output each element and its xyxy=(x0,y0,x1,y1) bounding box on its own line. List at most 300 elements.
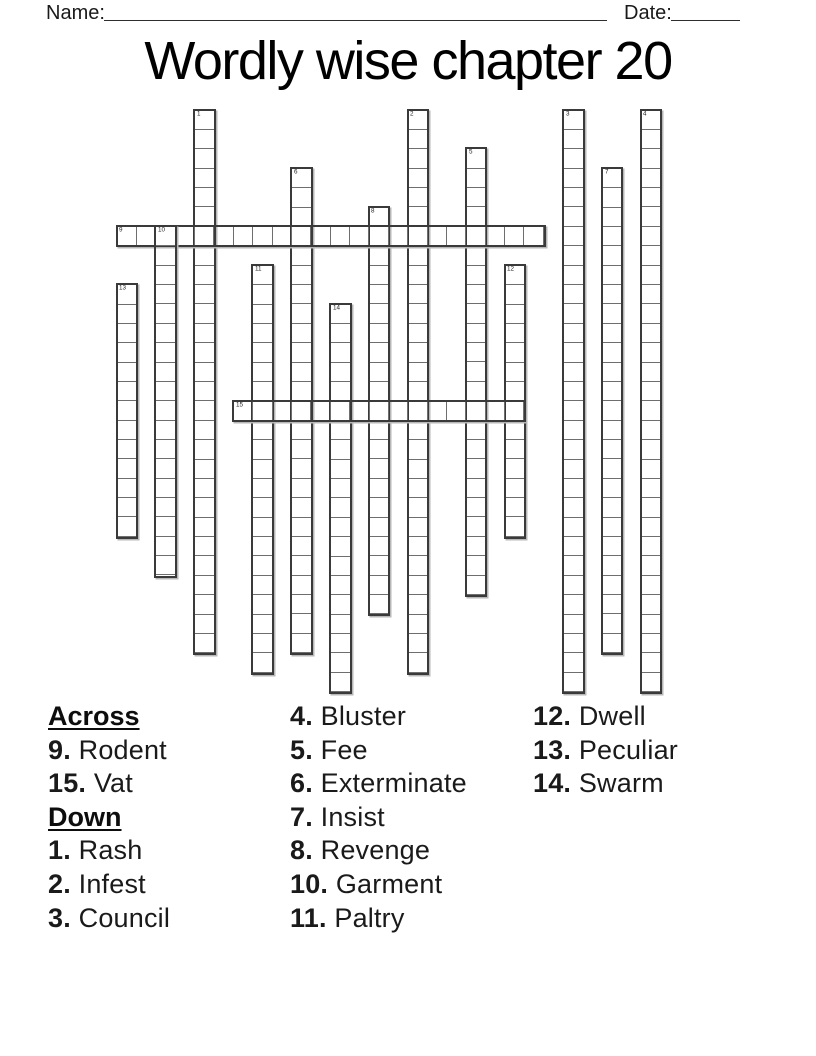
grid-cell[interactable] xyxy=(195,401,213,420)
grid-cell[interactable] xyxy=(156,459,174,478)
grid-cell[interactable] xyxy=(156,324,174,343)
grid-cell[interactable] xyxy=(506,266,524,285)
grid-cell[interactable] xyxy=(603,169,621,188)
grid-cell[interactable] xyxy=(273,402,292,420)
grid-cell[interactable] xyxy=(642,363,660,382)
grid-cell[interactable] xyxy=(118,440,136,459)
grid-cell[interactable] xyxy=(564,498,582,517)
grid-cell[interactable] xyxy=(564,556,582,575)
grid-cell[interactable] xyxy=(370,402,389,420)
grid-cell[interactable] xyxy=(642,460,660,479)
grid-cell[interactable] xyxy=(292,188,310,207)
grid-cell[interactable] xyxy=(603,440,621,459)
grid-cell[interactable] xyxy=(156,266,174,285)
grid-cell[interactable] xyxy=(642,169,660,188)
grid-cell[interactable] xyxy=(253,343,271,362)
grid-cell[interactable] xyxy=(292,266,310,285)
grid-cell[interactable] xyxy=(564,518,582,537)
grid-cell[interactable] xyxy=(195,343,213,362)
grid-cell[interactable] xyxy=(603,459,621,478)
grid-cell[interactable] xyxy=(506,440,524,459)
grid-cell[interactable] xyxy=(292,324,310,343)
grid-cell[interactable] xyxy=(467,479,485,498)
grid-cell[interactable] xyxy=(350,402,369,420)
grid-cell[interactable] xyxy=(564,149,582,168)
grid-cell[interactable] xyxy=(331,673,349,692)
grid-cell[interactable] xyxy=(292,614,310,633)
grid-cell[interactable] xyxy=(564,653,582,672)
grid-cell[interactable] xyxy=(409,498,427,517)
grid-cell[interactable] xyxy=(156,285,174,304)
grid-cell[interactable] xyxy=(467,169,485,188)
grid-cell[interactable] xyxy=(506,517,524,536)
grid-cell[interactable] xyxy=(467,576,485,595)
grid-cell[interactable] xyxy=(118,459,136,478)
grid-cell[interactable] xyxy=(118,343,136,362)
grid-cell[interactable] xyxy=(466,227,485,245)
grid-cell[interactable] xyxy=(564,188,582,207)
grid-cell[interactable] xyxy=(118,305,136,324)
grid-cell[interactable] xyxy=(253,537,271,556)
grid-cell[interactable] xyxy=(331,363,349,382)
grid-cell[interactable] xyxy=(642,498,660,517)
grid-cell[interactable] xyxy=(603,285,621,304)
grid-cell[interactable] xyxy=(156,401,174,420)
grid-cell[interactable] xyxy=(331,421,349,440)
grid-cell[interactable] xyxy=(370,266,388,285)
grid-cell[interactable] xyxy=(156,363,174,382)
grid-cell[interactable] xyxy=(253,576,271,595)
grid-cell[interactable] xyxy=(642,130,660,149)
grid-cell[interactable] xyxy=(292,556,310,575)
grid-cell[interactable] xyxy=(506,285,524,304)
grid-cell[interactable] xyxy=(331,576,349,595)
grid-cell[interactable] xyxy=(642,634,660,653)
grid-cell[interactable] xyxy=(253,556,271,575)
grid-cell[interactable] xyxy=(603,304,621,323)
grid-cell[interactable] xyxy=(389,402,408,420)
grid-cell[interactable] xyxy=(564,537,582,556)
grid-cell[interactable] xyxy=(292,498,310,517)
grid-cell[interactable] xyxy=(409,304,427,323)
grid-cell[interactable] xyxy=(253,305,271,324)
grid-cell[interactable] xyxy=(331,615,349,634)
grid-cell[interactable] xyxy=(564,304,582,323)
grid-cell[interactable] xyxy=(603,208,621,227)
grid-cell[interactable] xyxy=(467,440,485,459)
grid-cell[interactable] xyxy=(409,421,427,440)
name-input-line[interactable] xyxy=(104,20,607,21)
grid-cell[interactable] xyxy=(369,227,388,245)
grid-cell[interactable] xyxy=(642,537,660,556)
grid-cell[interactable] xyxy=(603,188,621,207)
grid-cell[interactable] xyxy=(156,421,174,440)
grid-cell[interactable] xyxy=(642,576,660,595)
grid-cell[interactable] xyxy=(564,130,582,149)
grid-cell[interactable] xyxy=(564,615,582,634)
grid-cell[interactable] xyxy=(118,382,136,401)
grid-cell[interactable] xyxy=(642,227,660,246)
grid-cell[interactable] xyxy=(642,285,660,304)
grid-cell[interactable] xyxy=(292,227,311,245)
grid-cell[interactable] xyxy=(506,479,524,498)
grid-cell[interactable] xyxy=(195,556,213,575)
grid-cell[interactable] xyxy=(467,362,485,381)
grid-cell[interactable] xyxy=(564,227,582,246)
grid-cell[interactable] xyxy=(506,343,524,362)
grid-cell[interactable] xyxy=(564,576,582,595)
grid-cell[interactable] xyxy=(156,479,174,498)
grid-cell[interactable] xyxy=(467,343,485,362)
grid-cell[interactable] xyxy=(253,382,271,401)
grid-cell[interactable] xyxy=(253,285,271,304)
grid-cell[interactable] xyxy=(409,169,427,188)
grid-cell[interactable] xyxy=(409,111,427,130)
grid-cell[interactable] xyxy=(506,498,524,517)
grid-cell[interactable] xyxy=(370,595,388,614)
grid-cell[interactable] xyxy=(195,149,213,168)
grid-cell[interactable] xyxy=(409,149,427,168)
grid-cell[interactable] xyxy=(195,304,213,323)
grid-cell[interactable] xyxy=(331,537,349,556)
grid-cell[interactable] xyxy=(409,615,427,634)
grid-cell[interactable] xyxy=(467,246,485,265)
grid-cell[interactable] xyxy=(292,382,310,401)
grid-cell[interactable] xyxy=(603,401,621,420)
grid-cell[interactable] xyxy=(370,459,388,478)
grid-cell[interactable] xyxy=(195,227,214,245)
grid-cell[interactable] xyxy=(642,382,660,401)
grid-cell[interactable] xyxy=(506,363,524,382)
grid-cell[interactable] xyxy=(467,285,485,304)
grid-cell[interactable] xyxy=(370,479,388,498)
grid-cell[interactable] xyxy=(292,363,310,382)
grid-cell[interactable] xyxy=(564,479,582,498)
grid-cell[interactable] xyxy=(195,266,213,285)
grid-cell[interactable] xyxy=(603,266,621,285)
grid-cell[interactable] xyxy=(564,595,582,614)
grid-cell[interactable] xyxy=(603,421,621,440)
grid-cell[interactable] xyxy=(409,576,427,595)
grid-cell[interactable] xyxy=(370,556,388,575)
grid-cell[interactable] xyxy=(389,227,408,245)
grid-cell[interactable] xyxy=(253,653,271,672)
grid-cell[interactable] xyxy=(331,343,349,362)
grid-cell[interactable] xyxy=(156,304,174,323)
grid-cell[interactable] xyxy=(564,246,582,265)
grid-cell[interactable] xyxy=(292,595,310,614)
grid-cell[interactable] xyxy=(370,537,388,556)
grid-cell[interactable] xyxy=(603,556,621,575)
grid-cell[interactable] xyxy=(467,556,485,575)
grid-cell[interactable] xyxy=(311,402,330,420)
grid-cell[interactable] xyxy=(195,518,213,537)
grid-cell[interactable] xyxy=(118,498,136,517)
grid-cell[interactable] xyxy=(467,324,485,343)
grid-cell[interactable] xyxy=(370,498,388,517)
grid-cell[interactable] xyxy=(642,479,660,498)
grid-cell[interactable] xyxy=(564,673,582,692)
grid-cell[interactable] xyxy=(195,460,213,479)
grid-cell[interactable] xyxy=(370,324,388,343)
grid-cell[interactable] xyxy=(505,227,524,245)
grid-cell[interactable] xyxy=(331,479,349,498)
grid-cell[interactable] xyxy=(506,421,524,440)
grid-cell[interactable] xyxy=(331,440,349,459)
grid-cell[interactable] xyxy=(292,537,310,556)
grid-cell[interactable] xyxy=(195,130,213,149)
grid-cell[interactable] xyxy=(409,460,427,479)
grid-cell[interactable] xyxy=(331,518,349,537)
grid-cell[interactable] xyxy=(506,305,524,324)
grid-cell[interactable] xyxy=(467,517,485,536)
grid-cell[interactable] xyxy=(156,227,174,246)
grid-cell[interactable] xyxy=(118,479,136,498)
grid-cell[interactable] xyxy=(467,304,485,323)
grid-cell[interactable] xyxy=(118,227,137,245)
grid-cell[interactable] xyxy=(156,556,174,575)
grid-cell[interactable] xyxy=(195,207,213,226)
grid-cell[interactable] xyxy=(292,459,310,478)
grid-cell[interactable] xyxy=(467,459,485,478)
grid-cell[interactable] xyxy=(603,363,621,382)
grid-cell[interactable] xyxy=(564,169,582,188)
grid-cell[interactable] xyxy=(370,576,388,595)
grid-cell[interactable] xyxy=(253,518,271,537)
grid-cell[interactable] xyxy=(253,498,271,517)
grid-cell[interactable] xyxy=(564,266,582,285)
grid-cell[interactable] xyxy=(331,634,349,653)
grid-cell[interactable] xyxy=(603,634,621,653)
grid-cell[interactable] xyxy=(195,615,213,634)
grid-cell[interactable] xyxy=(603,576,621,595)
grid-cell[interactable] xyxy=(506,382,524,401)
grid-cell[interactable] xyxy=(467,207,485,226)
grid-cell[interactable] xyxy=(642,615,660,634)
grid-cell[interactable] xyxy=(409,440,427,459)
grid-cell[interactable] xyxy=(409,556,427,575)
grid-cell[interactable] xyxy=(234,227,253,245)
grid-cell[interactable] xyxy=(642,673,660,692)
grid-cell[interactable] xyxy=(331,227,350,245)
grid-cell[interactable] xyxy=(467,188,485,207)
grid-cell[interactable] xyxy=(642,401,660,420)
grid-cell[interactable] xyxy=(370,343,388,362)
grid-cell[interactable] xyxy=(564,343,582,362)
grid-cell[interactable] xyxy=(564,460,582,479)
grid-cell[interactable] xyxy=(292,246,310,265)
grid-cell[interactable] xyxy=(409,382,427,401)
grid-cell[interactable] xyxy=(292,169,310,188)
grid-cell[interactable] xyxy=(506,324,524,343)
grid-cell[interactable] xyxy=(603,518,621,537)
grid-cell[interactable] xyxy=(195,111,213,130)
grid-cell[interactable] xyxy=(564,324,582,343)
grid-cell[interactable] xyxy=(409,266,427,285)
grid-cell[interactable] xyxy=(253,421,271,440)
grid-cell[interactable] xyxy=(486,402,505,420)
grid-cell[interactable] xyxy=(409,634,427,653)
grid-cell[interactable] xyxy=(331,324,349,343)
grid-cell[interactable] xyxy=(195,169,213,188)
grid-cell[interactable] xyxy=(195,246,213,265)
grid-cell[interactable] xyxy=(370,363,388,382)
grid-cell[interactable] xyxy=(195,285,213,304)
grid-cell[interactable] xyxy=(331,498,349,517)
grid-cell[interactable] xyxy=(214,227,233,245)
grid-cell[interactable] xyxy=(564,382,582,401)
grid-cell[interactable] xyxy=(292,576,310,595)
grid-cell[interactable] xyxy=(603,382,621,401)
grid-cell[interactable] xyxy=(292,634,310,653)
grid-cell[interactable] xyxy=(564,363,582,382)
grid-cell[interactable] xyxy=(253,227,272,245)
grid-cell[interactable] xyxy=(156,440,174,459)
grid-cell[interactable] xyxy=(292,518,310,537)
grid-cell[interactable] xyxy=(195,634,213,653)
grid-cell[interactable] xyxy=(195,479,213,498)
grid-cell[interactable] xyxy=(253,634,271,653)
grid-cell[interactable] xyxy=(642,188,660,207)
grid-cell[interactable] xyxy=(603,537,621,556)
grid-cell[interactable] xyxy=(409,363,427,382)
grid-cell[interactable] xyxy=(273,227,292,245)
grid-cell[interactable] xyxy=(642,149,660,168)
grid-cell[interactable] xyxy=(331,595,349,614)
grid-cell[interactable] xyxy=(331,305,349,324)
grid-cell[interactable] xyxy=(564,421,582,440)
grid-cell[interactable] xyxy=(156,382,174,401)
grid-cell[interactable] xyxy=(505,402,524,420)
grid-cell[interactable] xyxy=(253,324,271,343)
grid-cell[interactable] xyxy=(253,615,271,634)
grid-cell[interactable] xyxy=(118,421,136,440)
grid-cell[interactable] xyxy=(642,421,660,440)
grid-cell[interactable] xyxy=(409,188,427,207)
grid-cell[interactable] xyxy=(642,343,660,362)
grid-cell[interactable] xyxy=(642,653,660,672)
grid-cell[interactable] xyxy=(195,440,213,459)
grid-cell[interactable] xyxy=(428,402,447,420)
grid-cell[interactable] xyxy=(118,324,136,343)
grid-cell[interactable] xyxy=(447,402,466,420)
grid-cell[interactable] xyxy=(409,518,427,537)
grid-cell[interactable] xyxy=(156,537,174,556)
grid-cell[interactable] xyxy=(370,246,388,265)
grid-cell[interactable] xyxy=(118,285,136,304)
grid-cell[interactable] xyxy=(156,517,174,536)
grid-cell[interactable] xyxy=(486,227,505,245)
grid-cell[interactable] xyxy=(467,537,485,556)
grid-cell[interactable] xyxy=(292,304,310,323)
grid-cell[interactable] xyxy=(409,324,427,343)
grid-cell[interactable] xyxy=(564,285,582,304)
grid-cell[interactable] xyxy=(642,556,660,575)
grid-cell[interactable] xyxy=(370,421,388,440)
grid-cell[interactable] xyxy=(350,227,369,245)
grid-cell[interactable] xyxy=(370,285,388,304)
grid-cell[interactable] xyxy=(409,130,427,149)
grid-cell[interactable] xyxy=(253,363,271,382)
grid-cell[interactable] xyxy=(409,343,427,362)
grid-cell[interactable] xyxy=(253,460,271,479)
grid-cell[interactable] xyxy=(331,402,350,420)
grid-cell[interactable] xyxy=(195,188,213,207)
grid-cell[interactable] xyxy=(642,518,660,537)
grid-cell[interactable] xyxy=(428,227,447,245)
grid-cell[interactable] xyxy=(603,595,621,614)
grid-cell[interactable] xyxy=(564,207,582,226)
grid-cell[interactable] xyxy=(642,207,660,226)
grid-cell[interactable] xyxy=(292,479,310,498)
grid-cell[interactable] xyxy=(118,517,136,536)
grid-cell[interactable] xyxy=(467,266,485,285)
grid-cell[interactable] xyxy=(292,421,310,440)
grid-cell[interactable] xyxy=(564,401,582,420)
grid-cell[interactable] xyxy=(564,440,582,459)
grid-cell[interactable] xyxy=(409,285,427,304)
grid-cell[interactable] xyxy=(331,382,349,401)
grid-cell[interactable] xyxy=(195,498,213,517)
grid-cell[interactable] xyxy=(292,343,310,362)
grid-cell[interactable] xyxy=(409,246,427,265)
grid-cell[interactable] xyxy=(603,614,621,633)
grid-cell[interactable] xyxy=(370,440,388,459)
grid-cell[interactable] xyxy=(331,460,349,479)
grid-cell[interactable] xyxy=(253,266,271,285)
grid-cell[interactable] xyxy=(642,304,660,323)
grid-cell[interactable] xyxy=(603,343,621,362)
grid-cell[interactable] xyxy=(118,363,136,382)
grid-cell[interactable] xyxy=(370,382,388,401)
grid-cell[interactable] xyxy=(195,595,213,614)
grid-cell[interactable] xyxy=(253,595,271,614)
grid-cell[interactable] xyxy=(156,246,174,265)
grid-cell[interactable] xyxy=(447,227,466,245)
grid-cell[interactable] xyxy=(603,479,621,498)
grid-cell[interactable] xyxy=(331,653,349,672)
grid-cell[interactable] xyxy=(467,421,485,440)
grid-cell[interactable] xyxy=(156,343,174,362)
date-input-line[interactable] xyxy=(671,20,740,21)
grid-cell[interactable] xyxy=(409,479,427,498)
grid-cell[interactable] xyxy=(292,440,310,459)
grid-cell[interactable] xyxy=(176,227,195,245)
grid-cell[interactable] xyxy=(370,304,388,323)
grid-cell[interactable] xyxy=(564,634,582,653)
grid-cell[interactable] xyxy=(603,227,621,246)
grid-cell[interactable] xyxy=(642,440,660,459)
grid-cell[interactable] xyxy=(253,479,271,498)
grid-cell[interactable] xyxy=(118,401,136,420)
grid-cell[interactable] xyxy=(292,208,310,227)
grid-cell[interactable] xyxy=(409,207,427,226)
grid-cell[interactable] xyxy=(195,421,213,440)
grid-cell[interactable] xyxy=(292,402,311,420)
grid-cell[interactable] xyxy=(234,402,253,420)
grid-cell[interactable] xyxy=(642,111,660,130)
grid-cell[interactable] xyxy=(564,111,582,130)
grid-cell[interactable] xyxy=(195,576,213,595)
grid-cell[interactable] xyxy=(195,537,213,556)
grid-cell[interactable] xyxy=(409,595,427,614)
grid-cell[interactable] xyxy=(195,324,213,343)
grid-cell[interactable] xyxy=(311,227,330,245)
grid-cell[interactable] xyxy=(195,382,213,401)
grid-cell[interactable] xyxy=(331,557,349,576)
grid-cell[interactable] xyxy=(409,537,427,556)
grid-cell[interactable] xyxy=(409,653,427,672)
